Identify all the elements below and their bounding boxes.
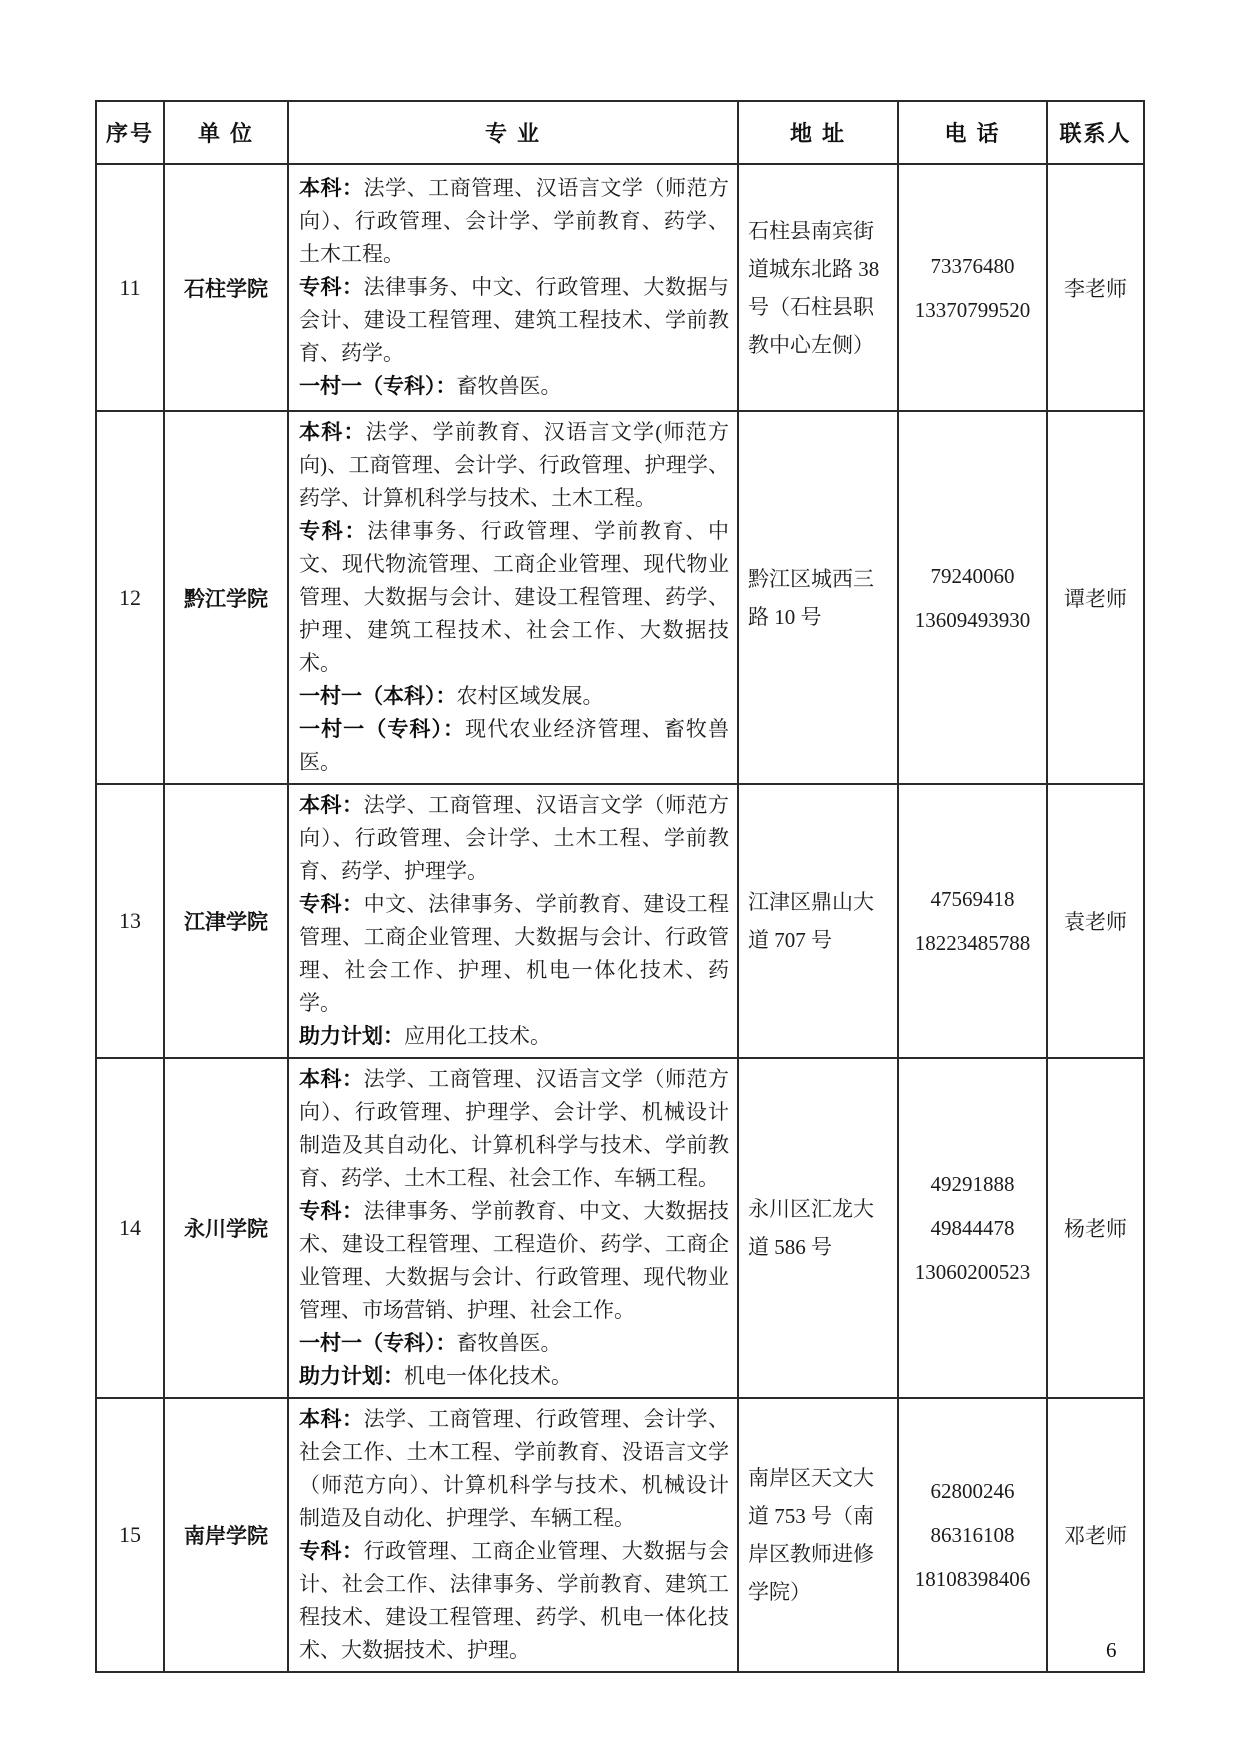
table-body xyxy=(96,164,1144,1672)
phone-cell xyxy=(898,411,1047,784)
major-list-text: 法学、工商管理、汉语言文学（师范方向）、行政管理、会计学、学前教育、药学、土木工程。 xyxy=(299,176,730,266)
header-row xyxy=(96,101,1144,164)
address-cell: 南岸区天文大道 753 号（南岸区教师进修学院） xyxy=(738,1398,898,1672)
row-number-cell: 11 xyxy=(96,164,164,411)
unit-name-cell: 南岸学院 xyxy=(164,1398,288,1672)
major-line xyxy=(299,713,729,779)
major-line xyxy=(299,370,729,403)
major-line xyxy=(299,680,729,713)
major-category-label: 专科： xyxy=(299,520,368,543)
page-number: 6 xyxy=(1106,1638,1117,1662)
unit-name-cell: 永川学院 xyxy=(164,1058,288,1398)
major-list-text: 法律事务、中文、行政管理、大数据与会计、建设工程管理、建筑工程技术、学前教育、药学。 xyxy=(299,275,730,365)
major-line xyxy=(299,1535,729,1667)
row-number-cell: 14 xyxy=(96,1058,164,1398)
contact-name-cell: 杨老师 xyxy=(1047,1058,1144,1398)
major-list-text: 现代农业经济管理、畜牧兽医。 xyxy=(299,717,730,774)
row-number-cell: 13 xyxy=(96,784,164,1058)
major-category-label: 一村一（专科）： xyxy=(299,718,466,741)
major-list-text: 行政管理、工商企业管理、大数据与会计、社会工作、法律事务、学前教育、建筑工程技术、建设工程管理、药学、机电一体化技术、大数据技术、护理。 xyxy=(299,1539,730,1662)
major-list-text: 农村区域发展。 xyxy=(456,684,604,708)
major-category-label: 一村一（专科）： xyxy=(299,375,457,398)
major-line xyxy=(299,888,729,1020)
major-category-label: 本科： xyxy=(299,1408,364,1431)
address-cell: 石柱县南宾街道城东北路 38 号（石柱县职教中心左侧） xyxy=(738,164,898,411)
major-list-text: 中文、法律事务、学前教育、建设工程管理、工商企业管理、大数据与会计、行政管理、社会工作、护理、机电一体化技术、药学。 xyxy=(299,892,730,1015)
unit-name-cell: 石柱学院 xyxy=(164,164,288,411)
major-category-label: 专科： xyxy=(299,276,364,299)
phone-number: 13370799520 xyxy=(914,297,1031,322)
table-row xyxy=(96,164,1144,411)
column-header-2: 单 位 xyxy=(164,101,288,164)
major-list-text: 法学、工商管理、行政管理、会计学、社会工作、土木工程、学前教育、没语言文学（师范方向）、计算机科学与技术、机械设计制造及自动化、护理学、车辆工程。 xyxy=(299,1407,730,1530)
major-list-text: 法学、工商管理、汉语言文学（师范方向）、行政管理、会计学、土木工程、学前教育、药学、护理学。 xyxy=(299,793,730,883)
phone-number: 49844478 xyxy=(930,1216,1015,1240)
major-category-label: 本科： xyxy=(299,794,364,817)
major-category-label: 专科： xyxy=(299,1540,364,1563)
majors-cell xyxy=(288,411,738,784)
major-list-text: 法学、工商管理、汉语言文学（师范方向）、行政管理、护理学、会计学、机械设计制造及其自动化、计算机科学与技术、学前教育、药学、土木工程、社会工作、车辆工程。 xyxy=(299,1067,730,1190)
major-line xyxy=(299,1327,729,1360)
column-header-3: 专 业 xyxy=(288,101,738,164)
phone-number: 79240060 xyxy=(930,563,1015,588)
major-category-label: 本科： xyxy=(299,421,366,444)
phone-number: 18223485788 xyxy=(914,931,1031,955)
phone-number: 47569418 xyxy=(930,887,1015,911)
table-row xyxy=(96,784,1144,1058)
table-row xyxy=(96,411,1144,784)
major-line xyxy=(299,1020,729,1053)
majors-cell xyxy=(288,1058,738,1398)
column-header-5: 电 话 xyxy=(898,101,1047,164)
major-category-label: 专科： xyxy=(299,893,364,916)
address-cell: 黔江区城西三路 10 号 xyxy=(738,411,898,784)
contact-name-cell: 李老师 xyxy=(1047,164,1144,411)
major-line xyxy=(299,1063,729,1195)
contact-name-cell: 谭老师 xyxy=(1047,411,1144,784)
phone-number: 49291888 xyxy=(930,1172,1015,1196)
column-header-4: 地 址 xyxy=(738,101,898,164)
major-line xyxy=(299,271,729,370)
major-line xyxy=(299,172,729,271)
major-list-text: 畜牧兽医。 xyxy=(456,1331,562,1355)
phone-number: 73376480 xyxy=(930,253,1015,278)
major-list-text: 法学、学前教育、汉语言文学(师范方向)、工商管理、会计学、行政管理、护理学、药学、计算机科学与技术、土木工程。 xyxy=(299,420,729,510)
table-row xyxy=(96,1398,1144,1672)
phone-number: 62800246 xyxy=(930,1479,1015,1503)
major-category-label: 助力计划： xyxy=(299,1025,404,1048)
phone-number: 18108398406 xyxy=(914,1567,1031,1591)
phone-cell xyxy=(898,784,1047,1058)
phone-cell xyxy=(898,1058,1047,1398)
major-category-label: 本科： xyxy=(299,177,364,200)
majors-cell xyxy=(288,784,738,1058)
phone-cell xyxy=(898,164,1047,411)
contact-name-cell: 袁老师 xyxy=(1047,784,1144,1058)
address-cell: 江津区鼎山大道 707 号 xyxy=(738,784,898,1058)
major-line xyxy=(299,1360,729,1393)
major-line xyxy=(299,515,729,680)
major-category-label: 一村一（专科）： xyxy=(299,1332,457,1355)
major-list-text: 法律事务、行政管理、学前教育、中文、现代物流管理、工商企业管理、现代物业管理、大数据与会计、建设工程管理、药学、护理、建筑工程技术、社会工作、大数据技术。 xyxy=(299,519,730,675)
column-header-1: 序号 xyxy=(96,101,164,164)
row-number-cell: 12 xyxy=(96,411,164,784)
major-category-label: 助力计划： xyxy=(299,1365,404,1388)
major-list-text: 畜牧兽医。 xyxy=(456,374,562,398)
unit-name-cell: 黔江学院 xyxy=(164,411,288,784)
table-row xyxy=(96,1058,1144,1398)
row-number-cell: 15 xyxy=(96,1398,164,1672)
major-list-text: 应用化工技术。 xyxy=(404,1024,551,1048)
contact-name-cell: 邓老师 xyxy=(1047,1398,1144,1672)
major-line xyxy=(299,1403,729,1535)
major-line xyxy=(299,789,729,888)
phone-number: 13609493930 xyxy=(914,607,1031,632)
major-category-label: 一村一（本科）： xyxy=(299,685,457,708)
major-list-text: 机电一体化技术。 xyxy=(404,1364,572,1388)
address-cell: 永川区汇龙大道 586 号 xyxy=(738,1058,898,1398)
phone-number: 86316108 xyxy=(930,1523,1015,1547)
major-category-label: 本科： xyxy=(299,1068,364,1091)
phone-cell xyxy=(898,1398,1047,1672)
major-list-text: 法律事务、学前教育、中文、大数据技术、建设工程管理、工程造价、药学、工商企业管理、大数据与会计、行政管理、现代物业管理、市场营销、护理、社会工作。 xyxy=(299,1199,730,1322)
unit-name-cell: 江津学院 xyxy=(164,784,288,1058)
major-line xyxy=(299,1195,729,1327)
colleges-table xyxy=(95,100,1145,1673)
column-header-6: 联系人 xyxy=(1047,101,1144,164)
majors-cell xyxy=(288,164,738,411)
majors-cell xyxy=(288,1398,738,1672)
phone-number: 13060200523 xyxy=(914,1260,1031,1284)
major-category-label: 专科： xyxy=(299,1200,364,1223)
major-line xyxy=(299,416,729,515)
